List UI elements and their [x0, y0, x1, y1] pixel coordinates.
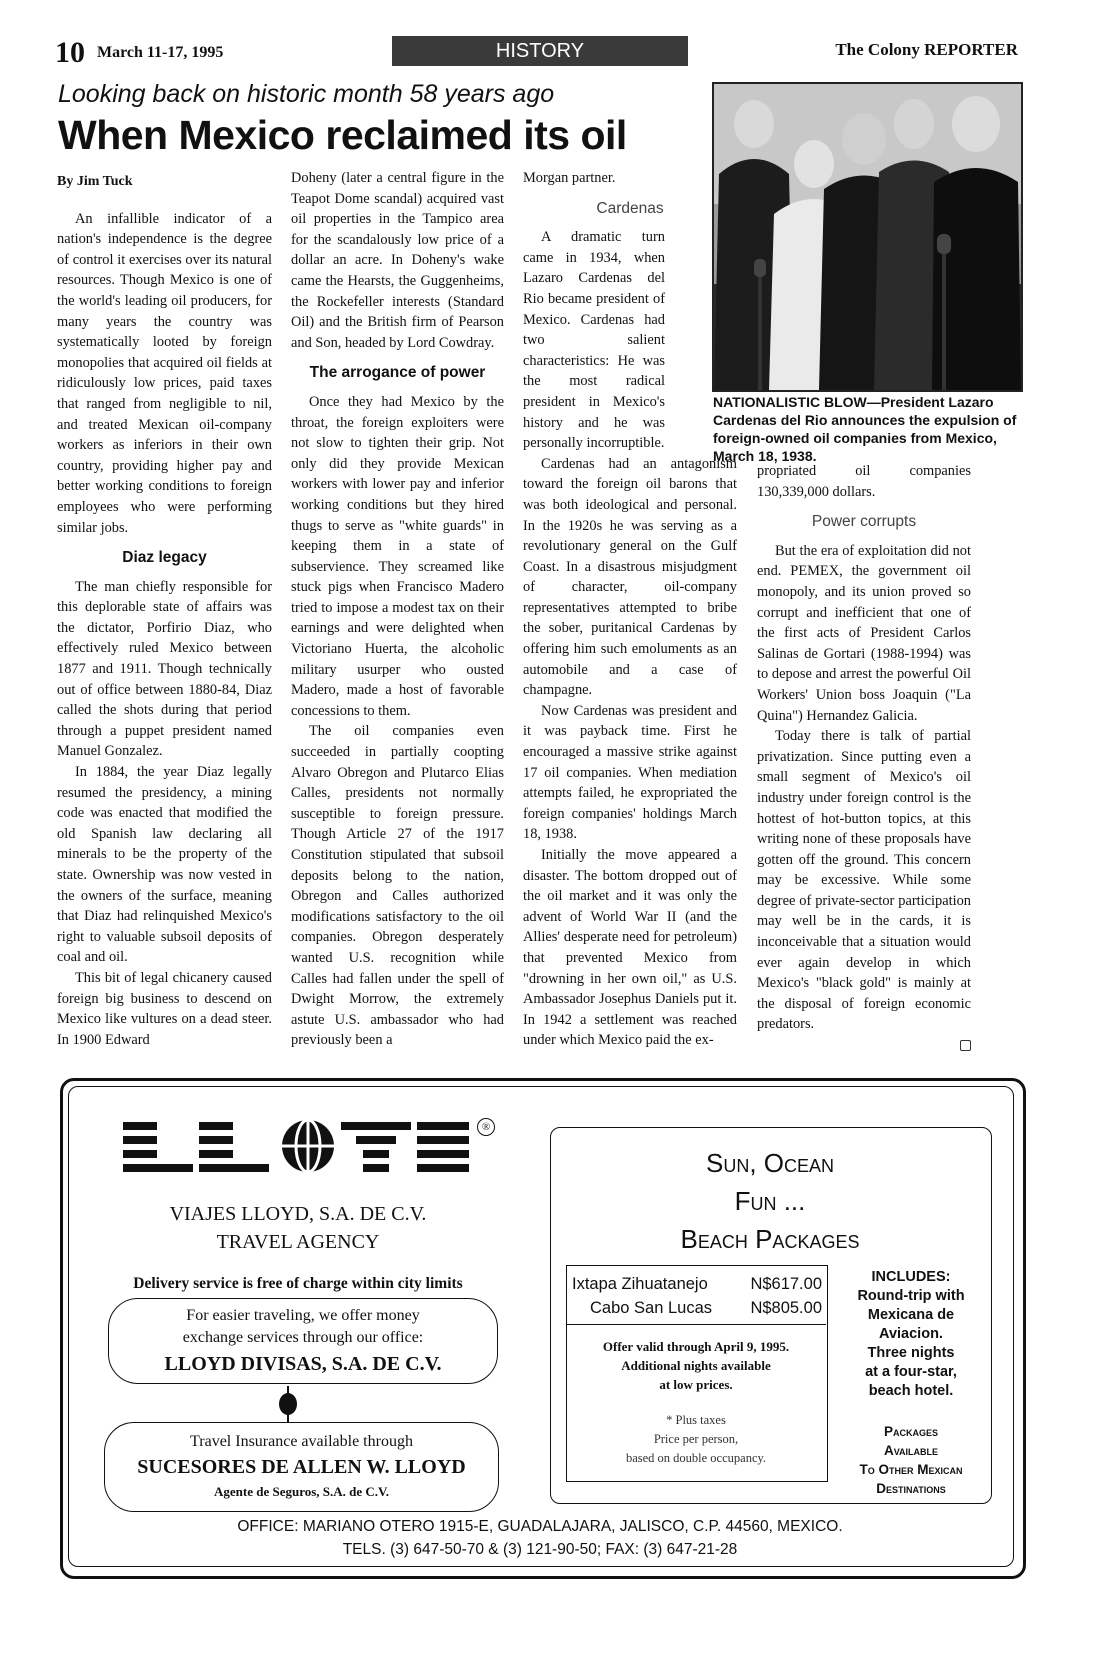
subhead-diaz-legacy: Diaz legacy — [122, 549, 207, 567]
packages-note — [836, 1422, 986, 1498]
includes-item: Aviacion. — [879, 1326, 943, 1342]
offer-note — [566, 1337, 826, 1394]
lloyd-logo — [123, 1114, 469, 1176]
paragraph: Initially the move appeared a disaster. The bottom dropped out of the oil market and it was only the advent of World War II (and the Allies' desperate need for petroleum) that prevented Mexico from "drowning in her own oil," as U.S. Ambassador Josephus Daniels put it. In 1942 a settlement was reached under which Mexico paid the ex- — [523, 847, 737, 1049]
subhead-cardenas: Cardenas — [596, 199, 664, 217]
lloyd-logo-mark — [123, 1114, 469, 1176]
newspaper-name: The Colony REPORTER — [835, 40, 1018, 59]
beach-title-line-2: Fun ... — [734, 1186, 806, 1216]
beach-title-line-3: Beach Packages — [680, 1224, 860, 1254]
destination-price: N$805.00 — [750, 1299, 822, 1317]
page-number: 10 — [55, 36, 85, 69]
agency-name: VIAJES LLOYD, S.A. DE C.V. — [169, 1203, 427, 1225]
includes-item: beach hotel. — [868, 1383, 954, 1399]
money-line-1: For easier traveling, we offer money — [186, 1307, 420, 1324]
photo-caption: NATIONALISTIC BLOW—President Lazaro Cardenas del Rio announces the expulsion of foreign-owned oil companies from Mexico, March 18, 1938. — [713, 394, 1017, 464]
packages-line-2: Available — [883, 1443, 939, 1458]
insurance-company: SUCESORES DE ALLEN W. LLOYD — [137, 1456, 466, 1478]
issue-date: March 11-17, 1995 — [97, 44, 224, 61]
article-column-4 — [757, 461, 971, 1056]
money-line-2: exchange services through our office: — [182, 1329, 424, 1346]
beach-title — [550, 1144, 990, 1258]
includes-list — [836, 1268, 986, 1401]
paragraph: The man chiefly responsible for this deplorable state of affairs was the dictator, Porfirio Diaz, who effectively ruled Mexico between 1877 and 1911. Though technically out of office between 1880-84, Diaz called the shots during that period through a puppet president named Manuel Gonzalez. — [57, 578, 272, 760]
price-row — [572, 1272, 822, 1296]
end-mark-wrap — [757, 1035, 971, 1056]
subhead-arrogance-of-power: The arrogance of power — [309, 364, 486, 382]
ad-footer — [120, 1515, 960, 1561]
article-column-3 — [523, 168, 737, 1051]
offer-line-2: Additional nights available — [621, 1358, 771, 1373]
insurance-line: Travel Insurance available through — [190, 1433, 413, 1450]
paragraph: An infallible indicator of a nation's independence is the degree of control it exercises over its natural resources. Though Mexico is one of the world's leading oil producers, for many years the country was systematically looted by foreign monopolies that acquired oil fields at ridiculously low prices, paid taxes that ranged from negligible to nil, and treated Mexican oil-company workers as inferiors in their own country, providing higher pay and better working conditions to foreign employees who were performing similar jobs. — [57, 210, 272, 536]
money-exchange-box — [108, 1298, 498, 1384]
registered-mark: ® — [477, 1118, 495, 1136]
paragraph: Once they had Mexico by the throat, the foreign exploiters were not slow to tighten their grip. Not only did they provide Mexican workers with lower pay and inferior working conditions but they hired thugs to serve as "white guards" in keeping them in a state of subservience. They screamed like stuck pigs when Francisco Madero tried to impose a modest tax on their earnings and were delighted when Victoriano Huerta, the alcoholic military usurper who ousted Madero, made a host of favorable concessions to them. — [291, 393, 504, 719]
includes-item: at a four-star, — [865, 1364, 957, 1380]
article-kicker: Looking back on historic month 58 years ago — [58, 80, 555, 108]
article-column-2 — [291, 168, 504, 1051]
paragraph: In 1884, the year Diaz legally resumed the presidency, a mining code was enacted that modified the old Spanish law declaring all minerals to be the property of the state. Ownership was now vested in the owners of the surface, meaning that Diaz had relinquished Mexico's right to valuable subsoil deposits of coal and oil. — [57, 764, 272, 966]
paragraph: A dramatic turn came in 1934, when Lazaro Cardenas del Rio became president of Mexico. Cardenas had two salient characteristics: He was the most radical president in Mexico's history and he was personally incorruptible. — [523, 229, 665, 452]
packages-line-1: Packages — [883, 1424, 938, 1439]
includes-item: Round-trip with — [857, 1288, 965, 1304]
paragraph: This bit of legal chicanery caused foreign big business to descend on Mexico like vultures on a dead steer. In 1900 Edward — [57, 969, 272, 1048]
agency-type: TRAVEL AGENCY — [216, 1231, 380, 1253]
packages-line-4: Destinations — [876, 1481, 946, 1496]
price-row — [572, 1296, 822, 1320]
office-address: OFFICE: MARIANO OTERO 1915-E, GUADALAJARA, JALISCO, C.P. 44560, MEXICO. — [237, 1518, 843, 1535]
tax-note — [566, 1411, 826, 1468]
destination-name: Cabo San Lucas — [590, 1299, 713, 1317]
paragraph: The oil companies even succeeded in partially coopting Alvaro Obregon and Plutarco Elias Calles, presidents not normally susceptible to foreign pressure. Though Article 27 of the 1917 Constitution stipulated that subsoil deposits belong to the nation, Obregon and Calles authorized modifications satisfactory to the oil companies. Obregon desperately wanted U.S. recognition while Calles had fallen under the spell of Dwight Morrow, the extremely astute U.S. ambassador who had previously been a — [291, 723, 504, 1049]
delivery-note: Delivery service is free of charge within city limits — [133, 1275, 463, 1292]
section-banner: HISTORY — [392, 36, 688, 66]
insurance-agent: Agente de Seguros, S.A. de C.V. — [213, 1484, 390, 1499]
paragraph: Now Cardenas was president and it was payback time. First he encouraged a massive strike against 17 oil companies. When mediation attempts failed, he expropriated the foreign companies' holdings March 18, 1938. — [523, 702, 737, 843]
includes-item: Three nights — [867, 1345, 955, 1361]
paragraph: Doheny (later a central figure in the Teapot Dome scandal) acquired vast oil properties in the Tampico area for the scandalously low price of a dollar an acre. In Doheny's wake came the Hearsts, the Guggenheims, the Rockefeller interests (Standard Oil) and the British firm of Pearson and Son, headed by Lord Cowdray. — [291, 170, 504, 351]
paragraph: But the era of exploitation did not end. PEMEX, the government oil monopoly, and its union proved so corrupt and inefficient that one of the first acts of President Carlos Salinas de Gortari (1988-1994) was to depose and arrest the powerful Oil Workers' Union boss Joaquin ("La Quina") Hernandez Galicia. — [757, 542, 971, 724]
connector-icon — [278, 1386, 298, 1422]
paragraph: propriated oil companies 130,339,000 dollars. — [757, 463, 971, 500]
money-office: LLOYD DIVISAS, S.A. DE C.V. — [164, 1353, 442, 1375]
paragraph: Morgan partner. — [523, 170, 616, 186]
photo-illustration — [714, 84, 1021, 390]
phone-numbers: TELS. (3) 647-50-70 & (3) 121-90-50; FAX: (3) 647-21-28 — [342, 1541, 738, 1558]
agency-block — [78, 1200, 518, 1256]
destination-price: N$617.00 — [750, 1275, 822, 1293]
end-of-article-icon — [960, 1040, 971, 1051]
byline: By Jim Tuck — [57, 174, 133, 189]
tax-line-3: based on double occupancy. — [625, 1451, 767, 1465]
includes-item: Mexicana de — [867, 1307, 955, 1323]
article-column-1 — [57, 160, 272, 1050]
offer-line-3: at low prices. — [659, 1377, 733, 1392]
tax-line-2: Price per person, — [653, 1432, 739, 1446]
article-headline: When Mexico reclaimed its oil — [58, 112, 627, 158]
tax-line-1: * Plus taxes — [666, 1413, 726, 1427]
price-list — [572, 1272, 822, 1320]
narrow-wrap — [523, 227, 665, 454]
packages-line-3: To Other Mexican — [859, 1462, 963, 1477]
paragraph: Today there is talk of partial privatization. Since putting even a small segment of Mexico's oil industry under foreign control is the hottest of hot-button topics, at this writing none of these proposals have gotten off the ground. This concern may be excessive. While some degree of private-sector participation may well be in the cards, it is inconceivable that a situation would ever again develop in which Mexico's "black gold" is mainly at the disposal of foreign economic predators. — [757, 728, 971, 1033]
includes-title: INCLUDES: — [871, 1269, 951, 1285]
beach-title-line-1: Sun, Ocean — [705, 1148, 835, 1178]
paragraph: Cardenas had an antagonism toward the foreign oil barons that was both ideological and personal. In the 1920s he was serving as a revolutionary general on the Gulf Coast. In a disastrous misjudgment of character, oil-company representatives attempted to bribe the sober, puritanical Cardenas by offering him such emoluments as an automobile and a case of champagne. — [523, 455, 737, 699]
subhead-power-corrupts: Power corrupts — [811, 513, 917, 531]
insurance-box — [104, 1422, 499, 1512]
destination-name: Ixtapa Zihuatanejo — [572, 1275, 708, 1293]
historic-photo — [712, 82, 1023, 392]
offer-line-1: Offer valid through April 9, 1995. — [602, 1339, 790, 1354]
connector-svg — [278, 1386, 298, 1422]
pricing-divider — [566, 1324, 826, 1325]
